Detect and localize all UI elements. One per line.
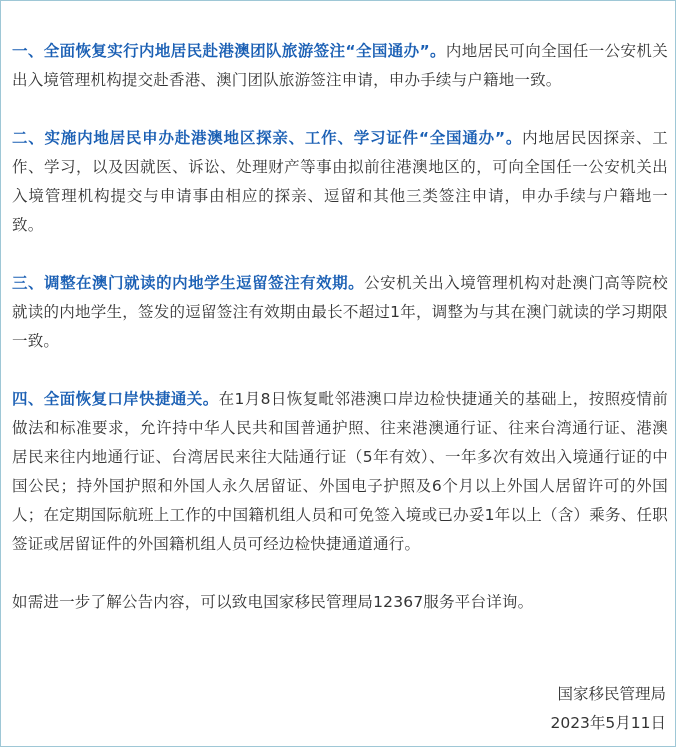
notice-item-2-heading: 二、实施内地居民申办赴港澳地区探亲、工作、学习证件“全国通办”。 <box>12 129 523 147</box>
notice-body <box>12 37 668 646</box>
notice-item-1 <box>12 37 668 95</box>
signature-block <box>550 680 666 738</box>
notice-item-3-text: 公安机关出入境管理机构对赴澳门高等院校就读的内地学生，签发的逗留签注有效期由最长不超过1年，调整为与其在澳门就读的学习期限一致。 <box>12 274 668 350</box>
signature-org: 国家移民管理局 <box>557 685 666 703</box>
notice-item-4 <box>12 385 668 559</box>
notice-item-4-heading: 四、全面恢复口岸快捷通关。 <box>12 390 219 408</box>
notice-item-3-heading: 三、调整在澳门就读的内地学生逗留签注有效期。 <box>12 274 365 292</box>
notice-item-4-text: 在1月8日恢复毗邻港澳口岸边检快捷通关的基础上，按照疫情前做法和标准要求，允许持中华人民共和国普通护照、往来港澳通行证、往来台湾通行证、港澳居民来往内地通行证、台湾居民来往大陆通行证（5年有效）、一年多次有效出入境通行证的中国公民；持外国护照和外国人永久居留证、外国电子护照及6个月以上外国人居留许可的外国人；在定期国际航班上工作的中国籍机组人员和可免签入境或已办妥1年以上（含）乘务、任职签证或居留证件的外国籍机组人员可经边检快捷通道通行。 <box>12 390 668 553</box>
notice-item-1-heading: 一、全面恢复实行内地居民赴港澳团队旅游签注“全国通办”。 <box>12 42 446 60</box>
notice-item-1-text: 内地居民可向全国任一公安机关出入境管理机构提交赴香港、澳门团队旅游签注申请，申办手续与户籍地一致。 <box>12 42 668 89</box>
notice-item-2 <box>12 124 668 240</box>
notice-item-3 <box>12 269 668 356</box>
notice-item-2-text: 内地居民因探亲、工作、学习，以及因就医、诉讼、处理财产等事由拟前往港澳地区的，可向全国任一公安机关出入境管理机构提交与申请事由相应的探亲、逗留和其他三类签注申请，申办手续与户籍地一致。 <box>12 129 668 234</box>
signature-date: 2023年5月11日 <box>550 714 666 732</box>
footer-note: 如需进一步了解公告内容，可以致电国家移民管理局12367服务平台详询。 <box>12 593 534 611</box>
